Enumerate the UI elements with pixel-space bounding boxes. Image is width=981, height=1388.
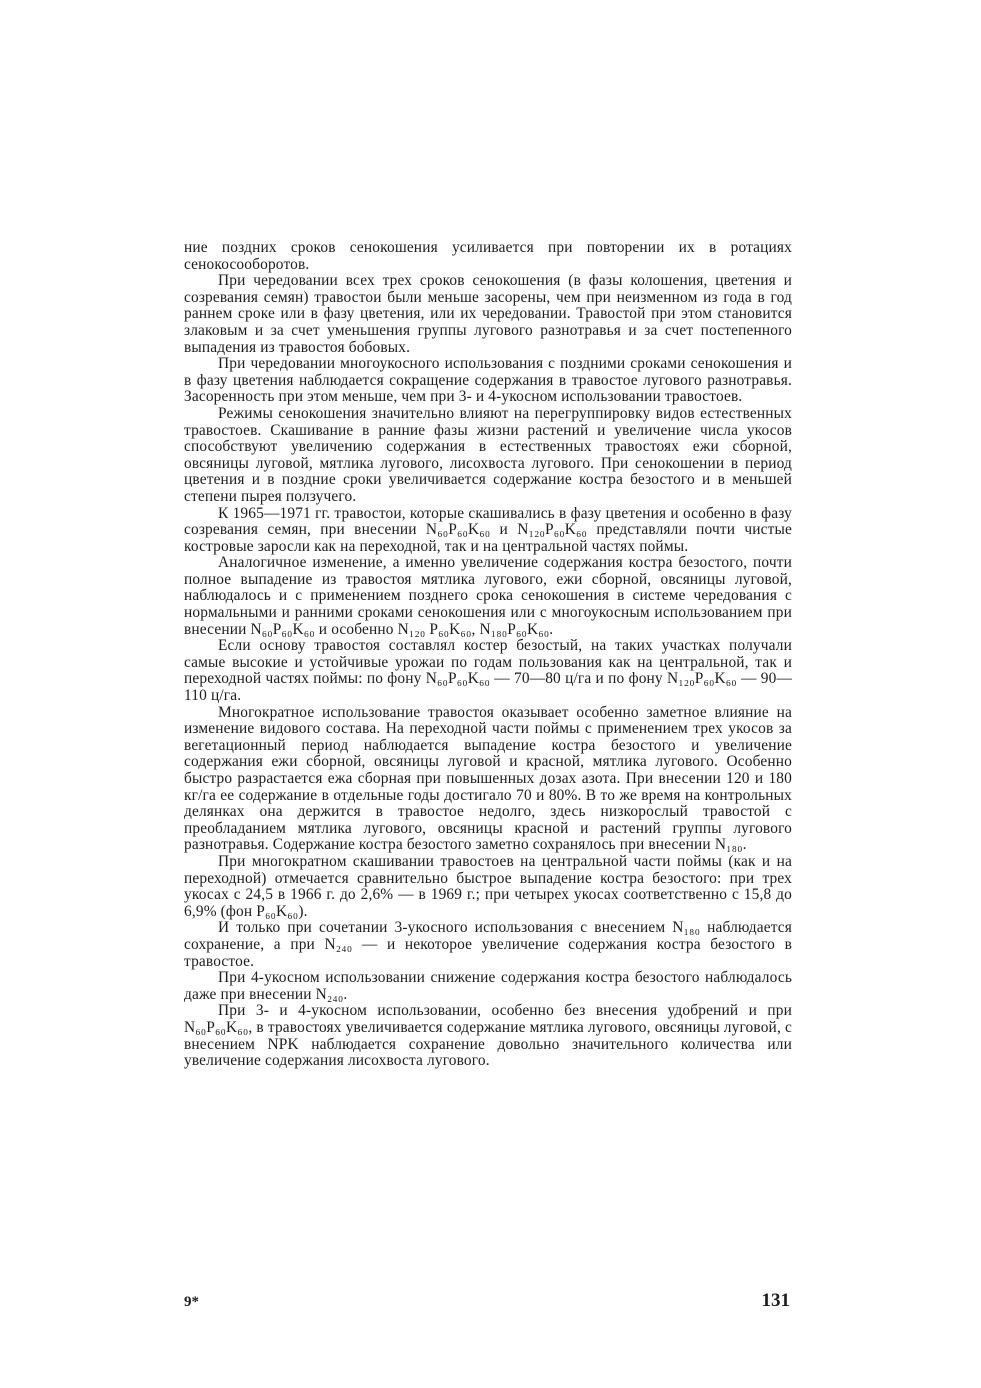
paragraph-12: При 3- и 4-укосном использовании, особенно без внесения удобрений и при N₆₀P₆₀K₆₀, в травостоях увеличивается содержание мятлика лугового, овсяницы луговой, с внесением NPK наблюдается сохранение довольно значительного количества или увеличение содержания лисохвоста лугового. [184, 1002, 792, 1070]
paragraph-4: Режимы сенокошения значительно влияют на перегруппировку видов естественных травостоев. Скашивание в ранние фазы жизни растений и увеличение числа укосов способствуют увеличению содержания в естественных травостоях ежи сборной, овсяницы луговой, мятлика лугового, лисохвоста лугового. При сенокошении в период цветения и в поздние сроки увеличивается содержание костра безостого и в меньшей степени пырея ползучего. [184, 404, 792, 505]
paragraph-11: При 4-укосном использовании снижение содержания костра безостого наблюдалось даже при внесении N₂₄₀. [184, 969, 792, 1003]
paragraph-8: Многократное использование травостоя оказывает особенно заметное влияние на изменение видового состава. На переходной части поймы с применением трех укосов за вегетационный период наблюдается выпадение костра безостого и увеличение содержания ежи сборной, овсяницы луговой и красной, мятлика лугового. Особенно быстро разрастается ежа сборная при повышенных дозах азота. При внесении 120 и 180 кг/га ее содержание в отдельные годы достигало 70 и 80%. В то же время на контрольных делянках она держится в травостое недолго, здесь низкорослый травостой с преобладанием мятлика лугового, овсяницы красной и растений группы лугового разнотравья. Содержание костра безостого заметно сохранялось при внесении N₁₈₀. [184, 703, 792, 854]
paragraph-1: ние поздних сроков сенокошения усиливается при повторении их в ротациях сенокосооборотов. [184, 239, 792, 273]
body-text [184, 240, 792, 1070]
page-footer [184, 1290, 792, 1316]
paragraph-5: К 1965—1971 гг. травостои, которые скашивались в фазу цветения и особенно в фазу созревания семян, при внесении N₆₀P₆₀K₆₀ и N₁₂₀P₆₀K₆₀ представляли почти чистые костровые заросли как на переходной, так и на центральной частях поймы. [184, 504, 792, 555]
signature-mark: 9* [184, 1294, 199, 1310]
page-number: 131 [761, 1290, 790, 1311]
paragraph-10: И только при сочетании 3-укосного использования с внесением N₁₈₀ наблюдается сохранение, а при N₂₄₀ — и некоторое увеличение содержания костра безостого в травостое. [184, 919, 792, 970]
paragraph-2: При чередовании всех трех сроков сенокошения (в фазы колошения, цветения и созревания семян) травостои были меньше засорены, чем при неизменном из года в год раннем сроке или в фазу цветения, или их чередовании. Травостой при этом становится злаковым и за счет уменьшения группы лугового разнотравья и за счет постепенного выпадения из травостоя бобовых. [184, 272, 792, 356]
paragraph-7: Если основу травостоя составлял костер безостый, на таких участках получали самые высокие и устойчивые урожаи по годам пользования как на центральной, так и переходной частях поймы: по фону N₆₀P₆₀K₆₀ — 70—80 ц/га и по фону N₁₂₀P₆₀K₆₀ — 90—110 ц/га. [184, 637, 792, 705]
paragraph-6: Аналогичное изменение, а именно увеличение содержания костра безостого, почти полное выпадение из травостоя мятлика лугового, ежи сборной, овсяницы луговой, наблюдалось и с применением позднего срока сенокошения в системе чередования с нормальными и ранними сроками сенокошения или с многоукосным использованием при внесении N₆₀P₆₀K₆₀ и особенно N₁₂₀ P₆₀K₆₀, N₁₈₀P₆₀K₆₀. [184, 554, 792, 638]
paragraph-9: При многократном скашивании травостоев на центральной части поймы (как и на переходной) отмечается сравнительно быстрое выпадение костра безостого: при трех укосах с 24,5 в 1966 г. до 2,6% — в 1969 г.; при четырех укосах соответственно с 15,8 до 6,9% (фон P₆₀K₆₀). [184, 852, 792, 920]
paragraph-3: При чередовании многоукосного использования с поздними сроками сенокошения и в фазу цветения наблюдается сокращение содержания в травостое лугового разнотравья. Засоренность при этом меньше, чем при 3- и 4-укосном использовании травостоев. [184, 355, 792, 406]
